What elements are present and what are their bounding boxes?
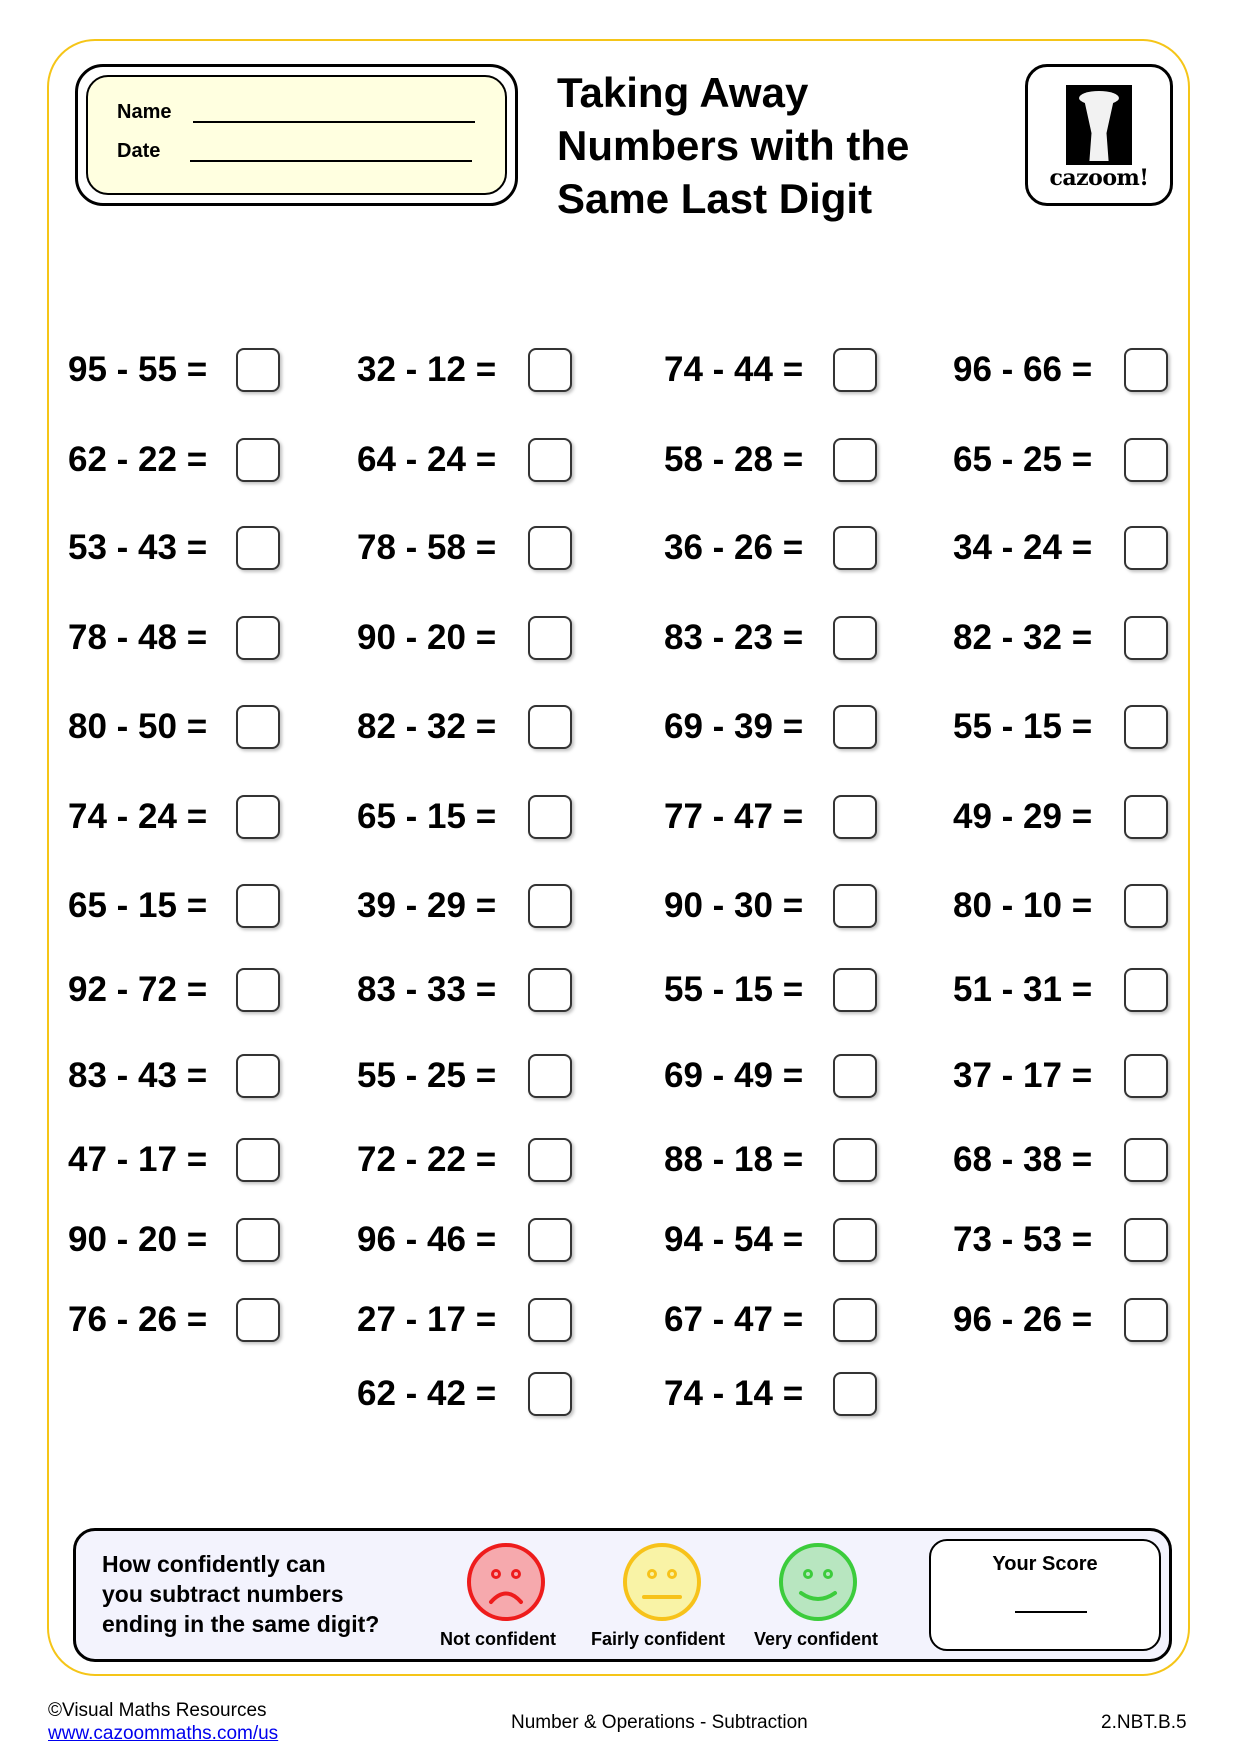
answer-box[interactable] (1124, 616, 1168, 660)
problem-expression: 78 - 58 = (357, 528, 497, 567)
problem-expression: 90 - 20 = (357, 618, 497, 657)
answer-box[interactable] (833, 968, 877, 1012)
standard-code: 2.NBT.B.5 (1101, 1712, 1187, 1733)
problem-expression: 53 - 43 = (68, 528, 208, 567)
answer-box[interactable] (236, 526, 280, 570)
problem-item (357, 614, 496, 662)
answer-box[interactable] (833, 526, 877, 570)
problem-expression: 64 - 24 = (357, 440, 497, 479)
problem-item (664, 966, 803, 1014)
answer-box[interactable] (833, 705, 877, 749)
problem-expression: 49 - 29 = (953, 797, 1093, 836)
problem-expression: 73 - 53 = (953, 1220, 1093, 1259)
answer-box[interactable] (833, 1138, 877, 1182)
problem-item (953, 436, 1092, 484)
problem-item (357, 1296, 496, 1344)
answer-box[interactable] (1124, 526, 1168, 570)
answer-box[interactable] (1124, 705, 1168, 749)
problem-item (68, 966, 207, 1014)
problem-expression: 83 - 33 = (357, 970, 497, 1009)
problem-expression: 96 - 46 = (357, 1220, 497, 1259)
answer-box[interactable] (1124, 348, 1168, 392)
problem-item (664, 1216, 803, 1264)
answer-box[interactable] (1124, 884, 1168, 928)
page-border (47, 39, 1190, 1676)
answer-box[interactable] (1124, 968, 1168, 1012)
answer-box[interactable] (528, 438, 572, 482)
topic-label: Number & Operations - Subtraction (511, 1712, 808, 1733)
answer-box[interactable] (528, 968, 572, 1012)
answer-box[interactable] (1124, 438, 1168, 482)
problem-expression: 74 - 14 = (664, 1374, 804, 1413)
fairly-confident-label: Fairly confident (591, 1629, 726, 1649)
problem-item (953, 1296, 1092, 1344)
answer-box[interactable] (1124, 1054, 1168, 1098)
problem-expression: 69 - 49 = (664, 1056, 804, 1095)
sad-face-icon[interactable] (467, 1543, 545, 1621)
problem-expression: 83 - 43 = (68, 1056, 208, 1095)
very-confident-label: Very confident (754, 1629, 879, 1649)
problem-item (664, 882, 803, 930)
problem-item (68, 793, 207, 841)
problem-item (68, 614, 207, 662)
answer-box[interactable] (833, 1298, 877, 1342)
answer-box[interactable] (528, 705, 572, 749)
problem-expression: 72 - 22 = (357, 1140, 497, 1179)
answer-box[interactable] (833, 438, 877, 482)
problem-expression: 55 - 15 = (664, 970, 804, 1009)
problem-item (664, 436, 803, 484)
date-field[interactable] (117, 140, 160, 163)
problem-expression: 82 - 32 = (953, 618, 1093, 657)
score-label: Your Score (992, 1553, 1098, 1575)
problem-item (357, 1052, 496, 1100)
problem-item (953, 614, 1092, 662)
score-blank[interactable] (1015, 1611, 1087, 1613)
logo-text: cazoom! (1049, 165, 1149, 191)
answer-box[interactable] (528, 526, 572, 570)
answer-box[interactable] (236, 1218, 280, 1262)
problem-item (953, 1052, 1092, 1100)
answer-box[interactable] (1124, 1298, 1168, 1342)
problem-item (664, 793, 803, 841)
problem-item (357, 703, 496, 751)
problem-item (68, 346, 207, 394)
answer-box[interactable] (528, 1218, 572, 1262)
problem-expression: 47 - 17 = (68, 1140, 208, 1179)
problem-item (953, 346, 1092, 394)
problem-expression: 39 - 29 = (357, 886, 497, 925)
problem-expression: 78 - 48 = (68, 618, 208, 657)
answer-box[interactable] (528, 348, 572, 392)
answer-box[interactable] (833, 348, 877, 392)
problem-expression: 58 - 28 = (664, 440, 804, 479)
problem-expression: 74 - 44 = (664, 350, 804, 389)
answer-box[interactable] (236, 1298, 280, 1342)
problem-expression: 27 - 17 = (357, 1300, 497, 1339)
answer-box[interactable] (236, 438, 280, 482)
answer-box[interactable] (528, 884, 572, 928)
problem-item (68, 1052, 207, 1100)
drum-icon (1066, 85, 1132, 165)
problem-item (68, 524, 207, 572)
problem-item (953, 793, 1092, 841)
problem-item (68, 1296, 207, 1344)
problem-expression: 94 - 54 = (664, 1220, 804, 1259)
problem-item (664, 1052, 803, 1100)
problem-item (357, 346, 496, 394)
answer-box[interactable] (833, 884, 877, 928)
date-line[interactable] (190, 160, 472, 162)
problem-expression: 90 - 20 = (68, 1220, 208, 1259)
problem-expression: 80 - 50 = (68, 707, 208, 746)
answer-box[interactable] (1124, 795, 1168, 839)
answer-box[interactable] (833, 616, 877, 660)
problem-item (68, 1136, 207, 1184)
question-line: How confidently can (102, 1551, 326, 1577)
name-date-box (75, 64, 518, 206)
confidence-panel (73, 1528, 1172, 1662)
problem-item (664, 703, 803, 751)
problem-expression: 62 - 42 = (357, 1374, 497, 1413)
problem-expression: 96 - 66 = (953, 350, 1093, 389)
answer-box[interactable] (833, 795, 877, 839)
problem-expression: 92 - 72 = (68, 970, 208, 1009)
answer-box[interactable] (528, 1138, 572, 1182)
problem-expression: 77 - 47 = (664, 797, 804, 836)
problem-expression: 65 - 15 = (68, 886, 208, 925)
problem-expression: 65 - 25 = (953, 440, 1093, 479)
problem-item (68, 882, 207, 930)
problem-item (357, 1216, 496, 1264)
problem-item (68, 703, 207, 751)
title-line: Taking Away (557, 69, 809, 116)
problem-item (68, 436, 207, 484)
problem-item (953, 524, 1092, 572)
problem-item (357, 966, 496, 1014)
name-line[interactable] (193, 121, 475, 123)
problem-item (664, 524, 803, 572)
problem-item (953, 1136, 1092, 1184)
answer-box[interactable] (236, 795, 280, 839)
score-box[interactable] (929, 1539, 1161, 1651)
problem-item (664, 1136, 803, 1184)
problem-expression: 65 - 15 = (357, 797, 497, 836)
answer-box[interactable] (833, 1372, 877, 1416)
problem-item (357, 436, 496, 484)
answer-box[interactable] (236, 884, 280, 928)
problem-expression: 96 - 26 = (953, 1300, 1093, 1339)
problem-expression: 83 - 23 = (664, 618, 804, 657)
page-title (557, 66, 909, 225)
answer-box[interactable] (528, 1054, 572, 1098)
problem-expression: 68 - 38 = (953, 1140, 1093, 1179)
answer-box[interactable] (236, 1054, 280, 1098)
answer-box[interactable] (528, 616, 572, 660)
title-line: Same Last Digit (557, 175, 873, 222)
answer-box[interactable] (833, 1218, 877, 1262)
question-line: you subtract numbers (102, 1581, 344, 1607)
answer-box[interactable] (528, 795, 572, 839)
problem-expression: 62 - 22 = (68, 440, 208, 479)
confidence-question (102, 1549, 379, 1639)
problem-item (953, 1216, 1092, 1264)
problem-expression: 90 - 30 = (664, 886, 804, 925)
answer-box[interactable] (833, 1054, 877, 1098)
problem-item (953, 882, 1092, 930)
name-field[interactable] (117, 101, 171, 124)
problem-item (664, 346, 803, 394)
answer-box[interactable] (528, 1372, 572, 1416)
problem-item (953, 703, 1092, 751)
problem-item (664, 1370, 803, 1418)
answer-box[interactable] (1124, 1138, 1168, 1182)
neutral-face-icon[interactable] (623, 1543, 701, 1621)
problem-expression: 82 - 32 = (357, 707, 497, 746)
answer-box[interactable] (236, 616, 280, 660)
question-line: ending in the same digit? (102, 1611, 380, 1637)
name-label: Name (117, 101, 172, 123)
problem-expression: 80 - 10 = (953, 886, 1093, 925)
problem-expression: 95 - 55 = (68, 350, 208, 389)
answer-box[interactable] (236, 348, 280, 392)
happy-face-icon[interactable] (779, 1543, 857, 1621)
copyright: ©Visual Maths Resources (48, 1700, 267, 1721)
problem-item (664, 1296, 803, 1344)
not-confident-label: Not confident (440, 1629, 556, 1649)
website-link[interactable]: www.cazoommaths.com/us (48, 1723, 279, 1744)
problem-item (953, 966, 1092, 1014)
cazoom-logo (1025, 64, 1173, 206)
problem-expression: 36 - 26 = (664, 528, 804, 567)
problem-expression: 76 - 26 = (68, 1300, 208, 1339)
problem-item (357, 793, 496, 841)
problem-item (664, 614, 803, 662)
problem-expression: 51 - 31 = (953, 970, 1093, 1009)
answer-box[interactable] (1124, 1218, 1168, 1262)
problem-item (357, 882, 496, 930)
problem-expression: 67 - 47 = (664, 1300, 804, 1339)
problem-expression: 69 - 39 = (664, 707, 804, 746)
problem-item (68, 1216, 207, 1264)
answer-box[interactable] (528, 1298, 572, 1342)
problem-item (357, 524, 496, 572)
problem-expression: 37 - 17 = (953, 1056, 1093, 1095)
title-line: Numbers with the (557, 122, 910, 169)
problem-expression: 34 - 24 = (953, 528, 1093, 567)
problem-expression: 55 - 15 = (953, 707, 1093, 746)
problem-expression: 55 - 25 = (357, 1056, 497, 1095)
problem-item (357, 1370, 496, 1418)
problem-expression: 88 - 18 = (664, 1140, 804, 1179)
problem-expression: 32 - 12 = (357, 350, 497, 389)
problem-item (357, 1136, 496, 1184)
answer-box[interactable] (236, 968, 280, 1012)
date-label: Date (117, 140, 161, 162)
answer-box[interactable] (236, 1138, 280, 1182)
answer-box[interactable] (236, 705, 280, 749)
problem-expression: 74 - 24 = (68, 797, 208, 836)
